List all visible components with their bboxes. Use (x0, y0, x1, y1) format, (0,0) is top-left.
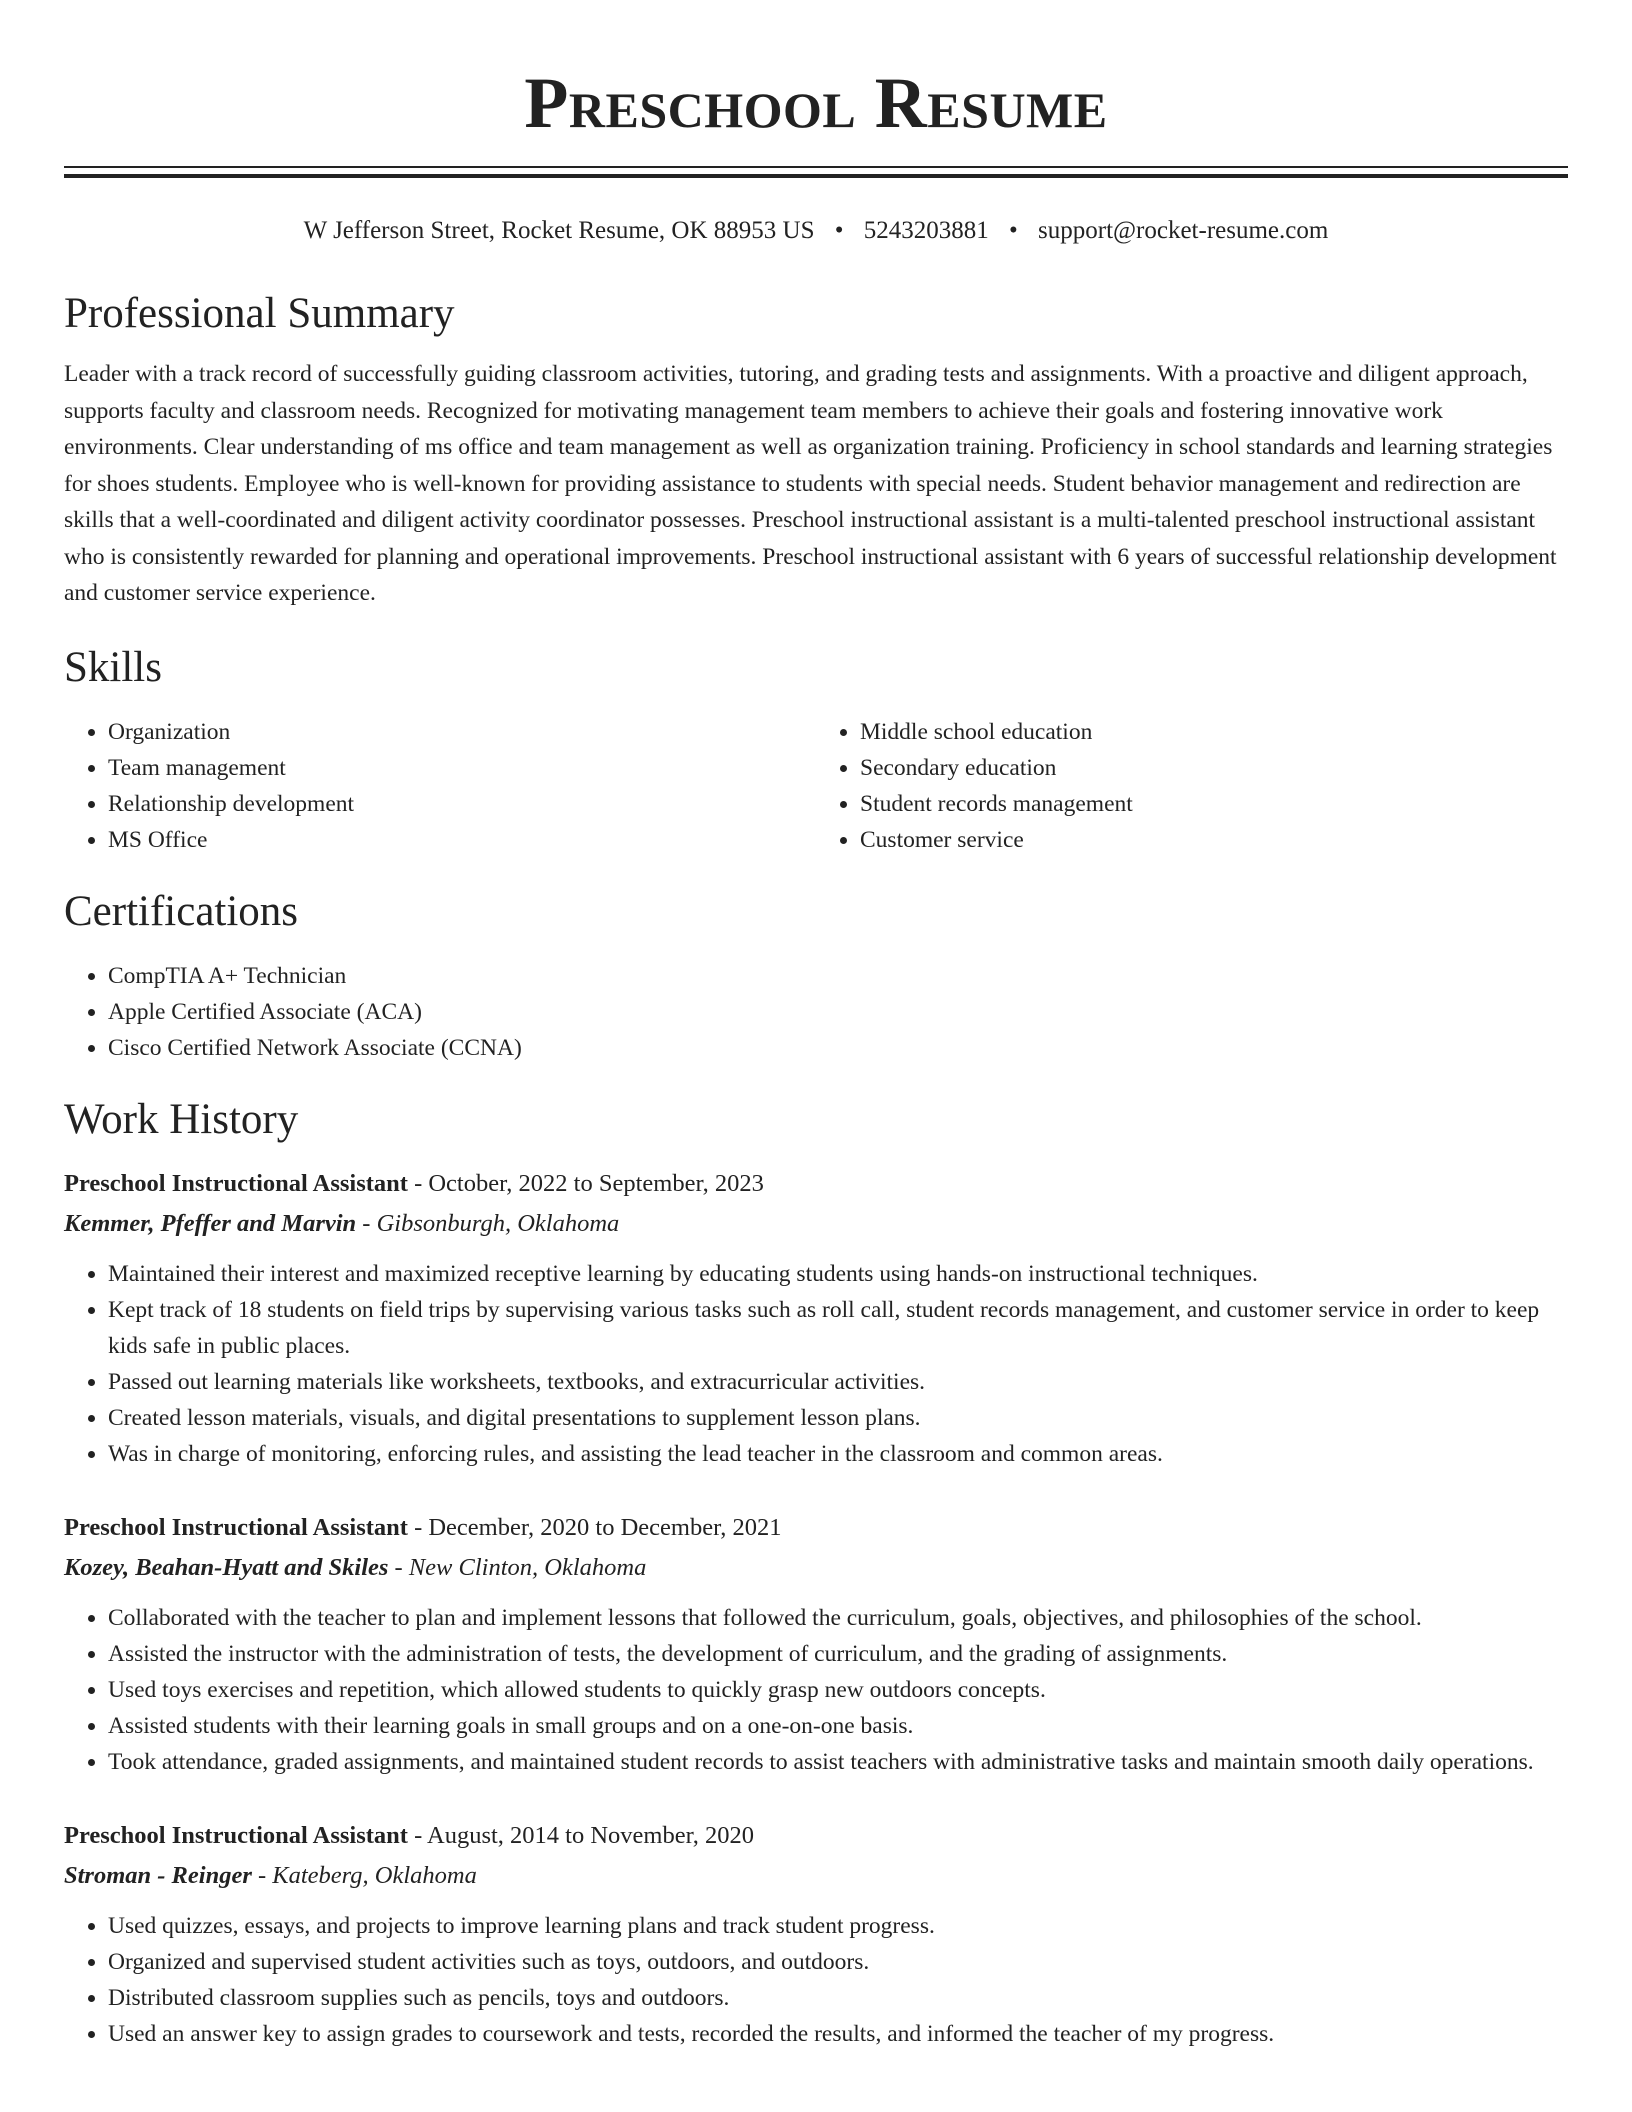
job-company: Kozey, Beahan-Hyatt and Skiles (64, 1553, 389, 1581)
job-company: Kemmer, Pfeffer and Marvin (64, 1209, 357, 1237)
job-company-line (64, 1204, 1568, 1244)
job-bullet: • Passed out learning materials like worksheets, textbooks, and extracurricular activities. (108, 1364, 1568, 1400)
contact-separator: • (834, 217, 844, 244)
contact-address: W Jefferson Street, Rocket Resume, OK 88953 US (303, 217, 815, 244)
job-title-line (64, 1164, 1568, 1204)
divider-thick (64, 174, 1568, 178)
job-bullets (64, 1256, 1568, 1472)
work-history-heading: Work History (64, 1095, 299, 1143)
job-entry (64, 1164, 1568, 1472)
job-bullet: • Used toys exercises and repetition, which allowed students to quickly grasp new outdoors concepts. (108, 1672, 1568, 1708)
certifications-list (64, 958, 1568, 1066)
skills-list-left (64, 714, 816, 858)
certification-item: • CompTIA A+ Technician (108, 958, 1568, 994)
skill-item: • Student records management (860, 786, 1568, 822)
job-title-line (64, 1816, 1568, 1856)
job-bullet: • Collaborated with the teacher to plan and implement lessons that followed the curriculum, goals, objectives, and philosophies of the school. (108, 1600, 1568, 1636)
contact-phone: 5243203881 (863, 217, 989, 244)
job-bullet: • Distributed classroom supplies such as pencils, toys and outdoors. (108, 1980, 1568, 2016)
job-role: Preschool Instructional Assistant (64, 1169, 408, 1197)
certification-item: • Cisco Certified Network Associate (CCNA) (108, 1030, 1568, 1066)
job-bullet: • Assisted the instructor with the administration of tests, the development of curriculum, and the grading of assignments. (108, 1636, 1568, 1672)
skills-heading: Skills (64, 643, 162, 691)
job-bullet: • Created lesson materials, visuals, and digital presentations to supplement lesson plans. (108, 1400, 1568, 1436)
job-role: Preschool Instructional Assistant (64, 1821, 408, 1849)
skills-columns (64, 714, 1568, 858)
job-company-line (64, 1548, 1568, 1588)
certifications-heading: Certifications (64, 887, 299, 935)
skill-item: • Secondary education (860, 750, 1568, 786)
job-bullets (64, 1908, 1568, 2052)
job-bullet: • Organized and supervised student activities such as toys, outdoors, and outdoors. (108, 1944, 1568, 1980)
title-divider (64, 166, 1568, 178)
certification-item: • Apple Certified Associate (ACA) (108, 994, 1568, 1030)
resume-page (64, 0, 1568, 2052)
job-dates: - October, 2022 to September, 2023 (407, 1169, 764, 1197)
job-dates: - December, 2020 to December, 2021 (407, 1513, 782, 1541)
job-location: - Gibsonburgh, Oklahoma (356, 1209, 620, 1237)
job-bullet: • Kept track of 18 students on field trips by supervising various tasks such as roll call, student records management, and customer service in order to keep kids safe in public places. (108, 1292, 1568, 1364)
job-company-line (64, 1856, 1568, 1896)
skill-item: • MS Office (108, 822, 816, 858)
job-bullet: • Took attendance, graded assignments, and maintained student records to assist teachers with administrative tasks and maintain smooth daily operations. (108, 1744, 1568, 1780)
job-bullets (64, 1600, 1568, 1780)
skill-item: • Relationship development (108, 786, 816, 822)
job-entry (64, 1508, 1568, 1780)
job-company: Stroman - Reinger (64, 1861, 252, 1889)
job-title-line (64, 1508, 1568, 1548)
job-dates: - August, 2014 to November, 2020 (407, 1821, 755, 1849)
job-location: - Kateberg, Oklahoma (251, 1861, 477, 1889)
job-bullet: • Maintained their interest and maximized receptive learning by educating students using hands-on instructional techniques. (108, 1256, 1568, 1292)
contact-line (64, 214, 1568, 248)
job-location: - New Clinton, Oklahoma (388, 1553, 647, 1581)
skill-item: • Customer service (860, 822, 1568, 858)
summary-heading: Professional Summary (64, 290, 455, 337)
job-entry (64, 1816, 1568, 2052)
summary-text: Leader with a track record of successfully guiding classroom activities, tutoring, and grading tests and assignments. With a proactive and diligent approach, supports faculty and classroom needs. Recognized for motivating management team members to achieve their goals and fostering innovative work environments. Clear understanding of ms office and team management as well as organization training. Proficiency in school standards and learning strategies for shoes students. Employee who is well-known for providing assistance to students with special needs. Student behavior management and redirection are skills that a well-coordinated and diligent activity coordinator possesses. Preschool instructional assistant is a multi-talented preschool instructional assistant who is consistently rewarded for planning and operational improvements. Preschool instructional assistant with 6 years of successful relationship development and customer service experience. (64, 361, 1557, 606)
contact-separator: • (1009, 217, 1018, 244)
job-bullet: • Used an answer key to assign grades to coursework and tests, recorded the results, and informed the teacher of my progress. (108, 2016, 1568, 2052)
job-role: Preschool Instructional Assistant (64, 1513, 408, 1541)
skill-item: • Organization (108, 714, 816, 750)
divider-thin (64, 166, 1568, 168)
contact-email: support@rocket-resume.com (1038, 217, 1329, 244)
job-bullet: • Was in charge of monitoring, enforcing rules, and assisting the lead teacher in the classroom and common areas. (108, 1436, 1568, 1472)
resume-title: Preschool Resume (524, 63, 1108, 143)
job-bullet: • Used quizzes, essays, and projects to improve learning plans and track student progress. (108, 1908, 1568, 1944)
skills-list-right (816, 714, 1568, 858)
job-bullet: • Assisted students with their learning goals in small groups and on a one-on-one basis. (108, 1708, 1568, 1744)
skill-item: • Middle school education (860, 714, 1568, 750)
skill-item: • Team management (108, 750, 816, 786)
